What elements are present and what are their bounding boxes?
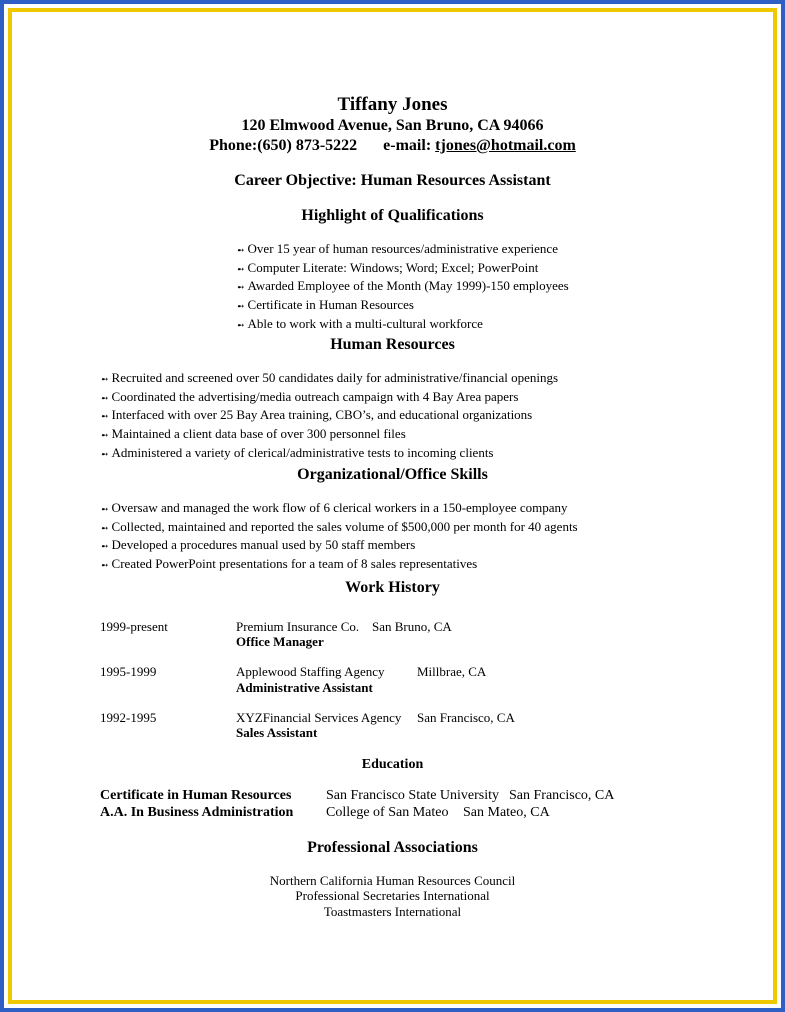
job-role: Sales Assistant — [236, 725, 318, 740]
list-item: ➻ Recruited and screened over 50 candidates daily for administrative/financial openings — [101, 370, 559, 385]
job-location: Millbrae, CA — [417, 664, 487, 679]
list-item: ➻ Certificate in Human Resources — [237, 297, 414, 313]
list-item: ➻ Able to work with a multi-cultural workforce — [237, 315, 483, 331]
arrow-bullet-icon: ➻ — [101, 431, 109, 442]
arrow-bullet-icon: ➻ — [101, 542, 109, 553]
office-skills-list — [101, 500, 578, 575]
list-item: ➻ Maintained a client data base of over 300 personnel files — [101, 426, 406, 442]
job-company: Applewood Staffing Agency — [236, 664, 385, 679]
qualifications-list — [237, 241, 569, 335]
association-item: Northern California Human Resources Council — [269, 873, 516, 888]
arrow-bullet-icon: ➻ — [101, 505, 109, 515]
arrow-bullet-icon: ➻ — [101, 412, 109, 423]
job-role: Office Manager — [236, 634, 324, 649]
arrow-bullet-icon: ➻ — [237, 283, 245, 294]
human-resources-heading: Human Resources — [330, 336, 455, 353]
job-location: San Bruno, CA — [372, 619, 452, 634]
association-item: Professional Secretaries International — [295, 888, 490, 903]
arrow-bullet-icon: ➻ — [237, 246, 245, 256]
work-history-heading: Work History — [345, 579, 440, 596]
association-item: Toastmasters International — [323, 904, 462, 919]
education-degree: A.A. In Business Administration — [100, 805, 294, 820]
associations-heading: Professional Associations — [307, 839, 478, 856]
job-company: Premium Insurance Co. — [236, 619, 360, 634]
list-item: ➻ Created PowerPoint presentations for a team of 8 sales representatives — [101, 556, 478, 572]
email-label: e-mail: — [383, 137, 432, 154]
job-dates: 1992-1995 — [100, 710, 157, 725]
applicant-address: 120 Elmwood Avenue, San Bruno, CA 94066 — [241, 117, 544, 134]
list-item: ➻ Collected, maintained and reported the sales volume of $500,000 per month for 40 agents — [101, 518, 578, 534]
arrow-bullet-icon: ➻ — [101, 523, 109, 534]
education-location: San Francisco, CA — [509, 788, 615, 803]
arrow-bullet-icon: ➻ — [101, 449, 109, 460]
arrow-bullet-icon: ➻ — [237, 302, 245, 313]
human-resources-list — [101, 370, 558, 464]
arrow-bullet-icon: ➻ — [101, 561, 109, 572]
list-item: ➻ Coordinated the advertising/media outreach campaign with 4 Bay Area papers — [101, 388, 519, 404]
list-item: ➻ Over 15 year of human resources/administrative experience — [237, 241, 558, 256]
job-dates: 1999-present — [100, 619, 168, 634]
job-role: Administrative Assistant — [236, 680, 373, 695]
phone-number: Phone:(650) 873-5222 — [209, 137, 358, 154]
list-item: ➻ Oversaw and managed the work flow of 6 clerical workers in a 150-employee company — [101, 500, 568, 515]
education-school: College of San Mateo — [326, 805, 449, 820]
email-link[interactable]: tjones@hotmail.com — [435, 137, 576, 154]
qualifications-heading: Highlight of Qualifications — [301, 207, 484, 224]
job-location: San Francisco, CA — [417, 710, 515, 725]
list-item: ➻ Administered a variety of clerical/administrative tests to incoming clients — [101, 444, 494, 460]
education-school: San Francisco State University — [326, 788, 500, 803]
office-skills-heading: Organizational/Office Skills — [297, 466, 488, 483]
arrow-bullet-icon: ➻ — [101, 375, 109, 385]
education-degree: Certificate in Human Resources — [100, 788, 292, 803]
list-item: ➻ Interfaced with over 25 Bay Area training, CBO’s, and educational organizations — [101, 407, 533, 423]
applicant-name: Tiffany Jones — [337, 94, 448, 115]
job-dates: 1995-1999 — [100, 664, 157, 679]
arrow-bullet-icon: ➻ — [237, 320, 245, 331]
career-objective: Career Objective: Human Resources Assistant — [234, 172, 551, 189]
arrow-bullet-icon: ➻ — [237, 264, 245, 275]
list-item: ➻ Awarded Employee of the Month (May 1999)-150 employees — [237, 278, 569, 294]
list-item: ➻ Developed a procedures manual used by 50 staff members — [101, 537, 416, 553]
education-location: San Mateo, CA — [463, 805, 550, 820]
arrow-bullet-icon: ➻ — [101, 393, 109, 404]
job-company: XYZFinancial Services Agency — [236, 710, 402, 725]
contact-line — [0, 137, 785, 155]
education-heading: Education — [361, 757, 424, 772]
list-item: ➻ Computer Literate: Windows; Word; Excel; PowerPoint — [237, 259, 539, 275]
